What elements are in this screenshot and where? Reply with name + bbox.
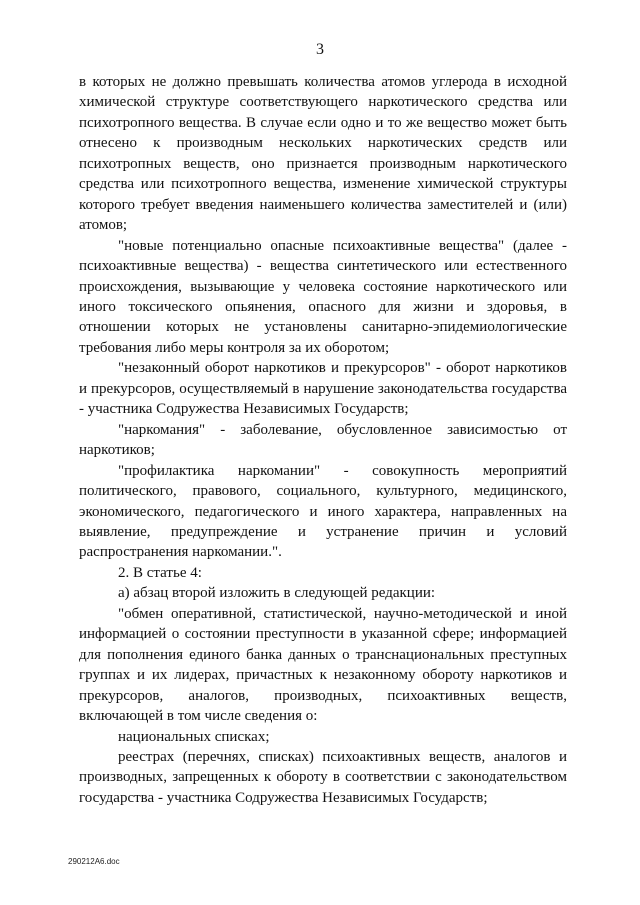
paragraph: а) абзац второй изложить в следующей редакции: <box>118 585 436 602</box>
paragraph: "профилактика наркомании" - совокупность мероприятий политического, правового, социального, культурного, медицинского, экономического, педагогического и иного характера, направленных на выявление, предупреждение и устранение причин и условий распространения наркомании.". <box>79 462 567 561</box>
paragraph: "наркомания" - заболевание, обусловленное зависимостью от наркотиков; <box>79 421 567 459</box>
paragraph: реестрах (перечнях, списках) психоактивных веществ, аналогов и производных, запрещенных к обороту в соответствии с законодательством государства - участника Содружества Независимых Государств; <box>79 748 567 806</box>
paragraph: "обмен оперативной, статистической, научно-методической и иной информацией о состоянии преступности в указанной сфере; информацией для пополнения единого банка данных о транснациональных преступных группах и их лидерах, причастных к незаконному обороту наркотиков и прекурсоров, аналогов, производных, психоактивных веществ, включающей в том числе сведения о: <box>79 605 567 725</box>
paragraph: "незаконный оборот наркотиков и прекурсоров" - оборот наркотиков и прекурсоров, осуществляемый в нарушение законодательства государства - участника Содружества Независимых Государств; <box>79 360 567 418</box>
footer-filename: 290212A6.doc <box>68 857 120 866</box>
page-number: 3 <box>316 41 324 58</box>
paragraph: "новые потенциально опасные психоактивные вещества" (далее - психоактивные вещества) - вещества синтетического или естественного происхождения, вызывающие у человека состояние наркотического или иного токсического опьянения, опасного для жизни и здоровья, в отношении которых не установлены санитарно-эпидемиологические требования либо меры контроля за их оборотом; <box>79 237 567 356</box>
paragraph: национальных списках; <box>118 728 270 745</box>
paragraph: в которых не должно превышать количества атомов углерода в исходной химической структуре соответствующего наркотического средства или психотропного вещества. В случае если одно и то же вещество может быть отнесено к производным нескольких наркотических средств или психотропных веществ, оно признается производным наркотического средства или психотропного вещества, изменение химической структуры которого требует введения наименьшего количества заместителей и (или) атомов; <box>79 74 567 234</box>
paragraph: 2. В статье 4: <box>118 564 202 581</box>
document-body <box>79 72 567 808</box>
